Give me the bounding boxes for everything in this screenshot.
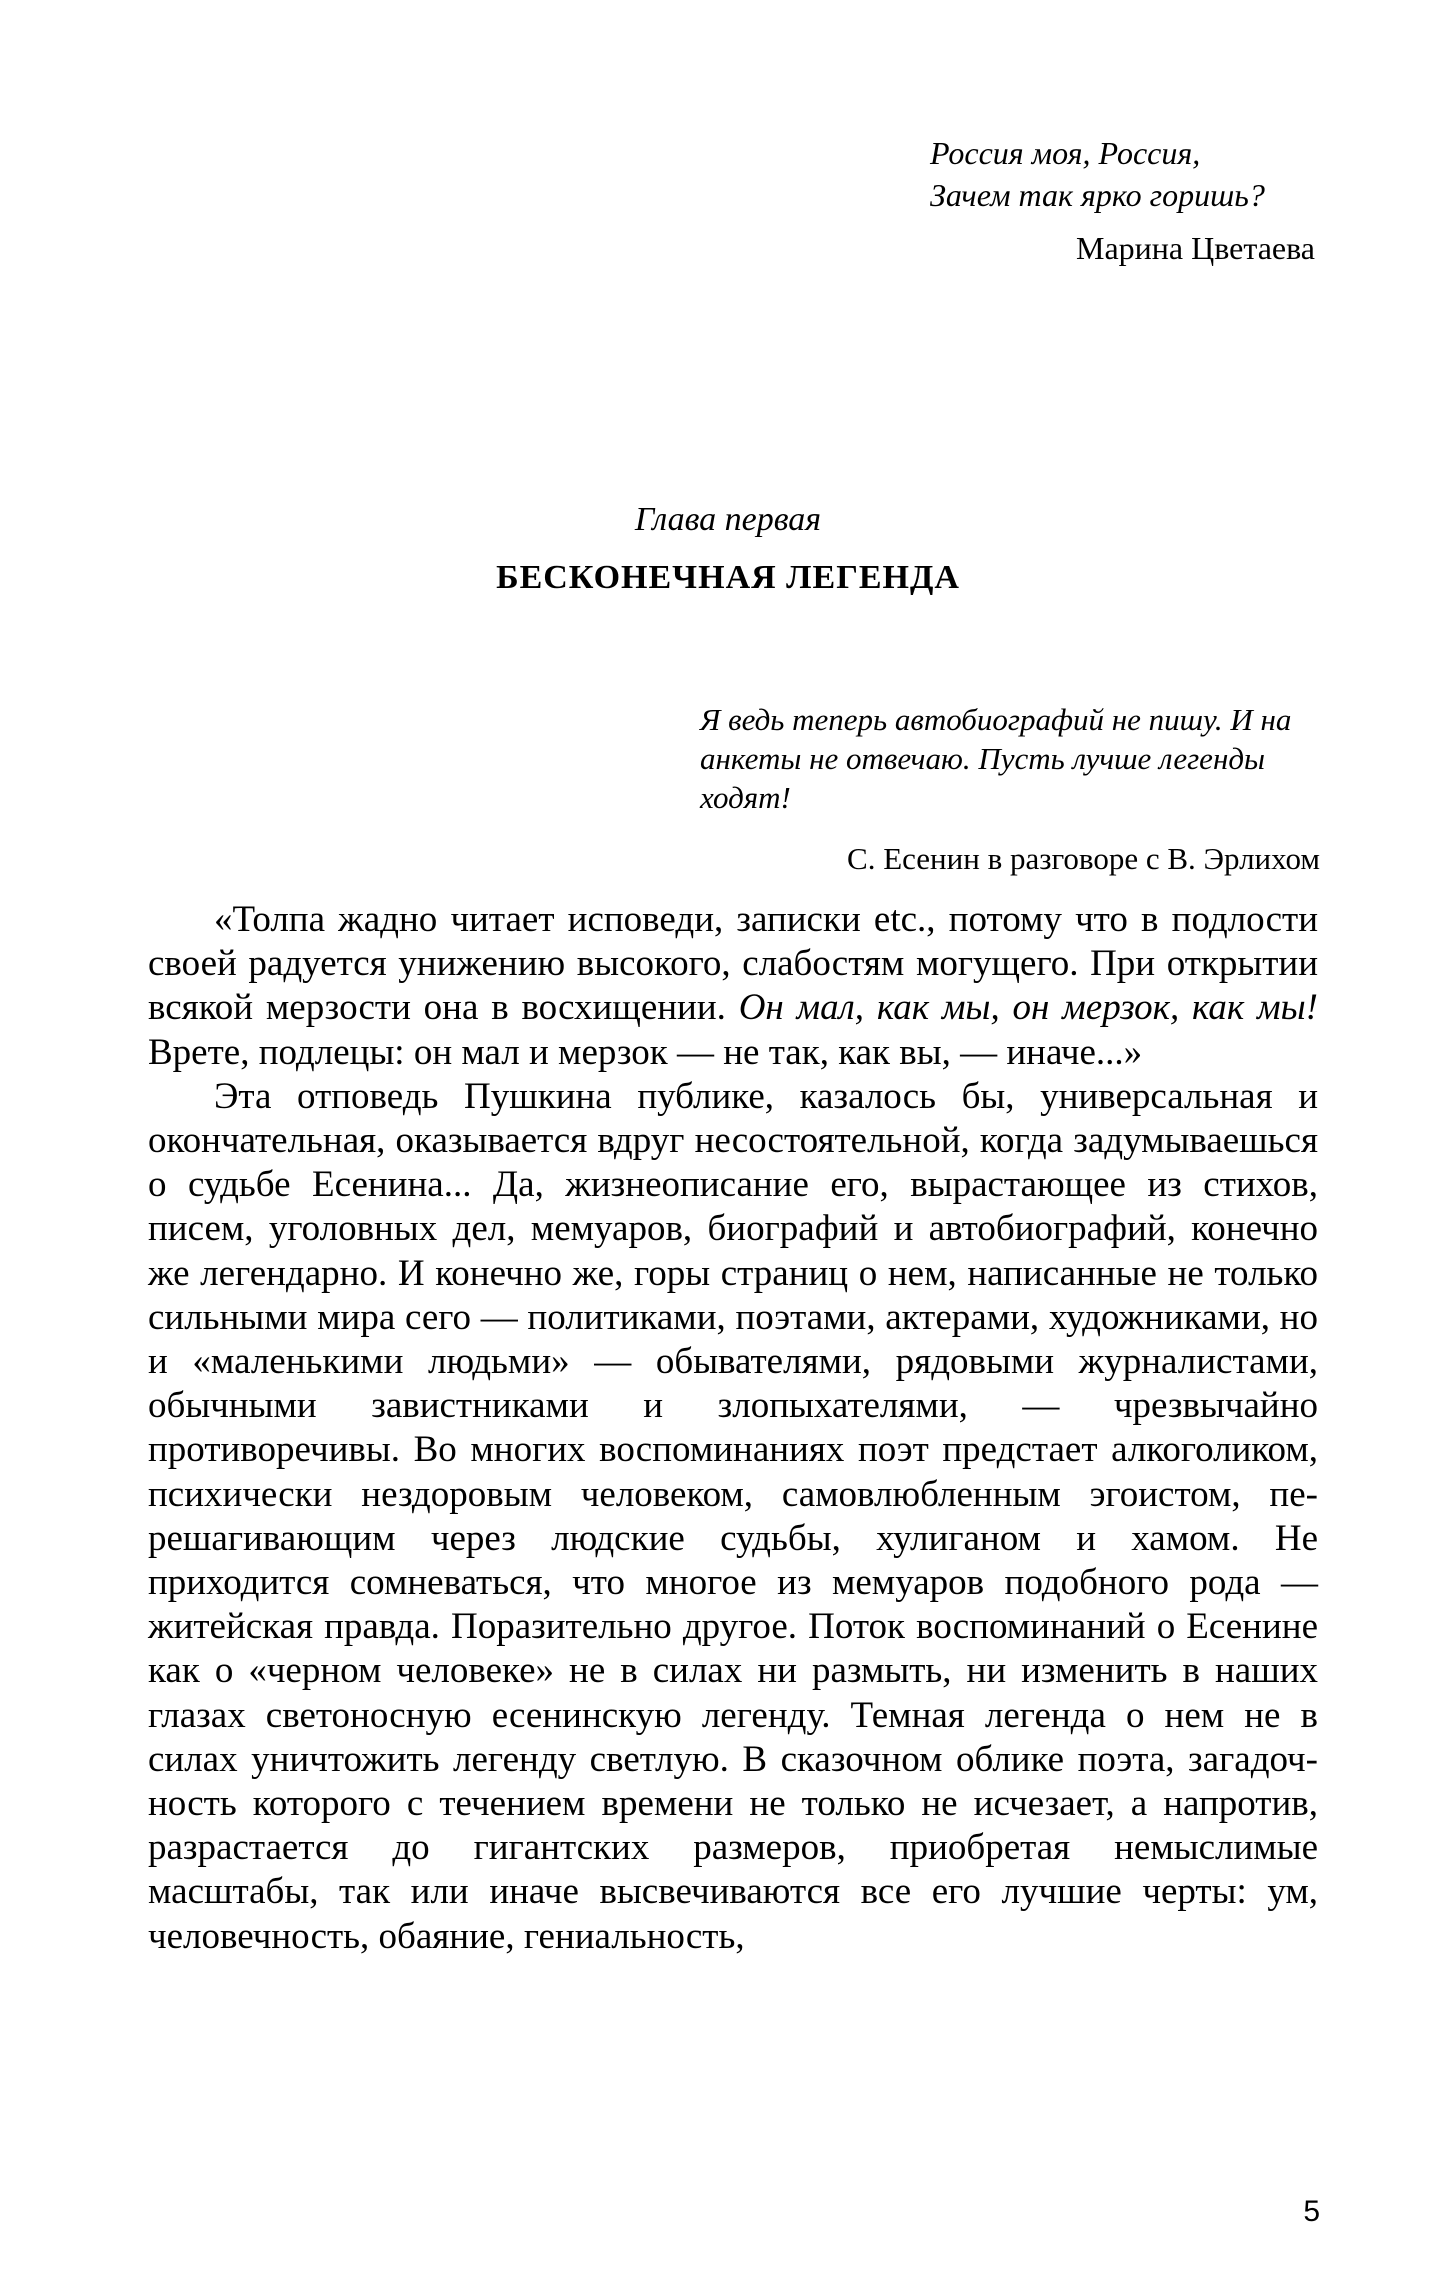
epigraph-quote: Я ведь теперь автобиографий не пишу. И на анкеты не отвечаю. Пусть лучше легенды ходят! (700, 702, 1292, 815)
paragraph-2: Эта отповедь Пушкина публике, казалось бы, универсальная и окончательная, оказывается вдруг несостоятельной, когда задумываешься о судьбе Есенина... Да, жизнеописание его, вырастающее из стихов, писем, уголовных дел, мемуаров, биографий и автобиографий, конечно же легендарно. И конечно же, горы страниц о нем, написанные не только сильными мира сего — политиками, поэтами, актерами, художниками, но и «маленькими людьми» — обывателями, рядовыми журналистами, обычными завистниками и злопыхателями, — чрезвычайно противоречивы. Во многих воспоминаниях поэт предстает алкоголиком, психически нездоровым человеком, самовлюбленным эгоистом, перешагивающим через людские судьбы, хулиганом и хамом. Не приходится сомневаться, что многое из мемуаров подобного рода — житейская правда. Поразительно другое. Поток воспоминаний о Есенине как о «черном человеке» не в силах ни размыть, ни изменить в наших глазах светоносную есенинскую легенду. Темная легенда о нем не в силах уничтожить легенду светлую. В сказочном облике поэта, загадочность которого с течением времени не только не исчезает, а напротив, разрастается до гигантских размеров, приобретая немыслимые масштабы, так или иначе высвечиваются все его лучшие черты: ум, человечность, обаяние, гениальность, (148, 1075, 1318, 1957)
epigraph-yesenin (700, 700, 1320, 879)
paragraph-1-italic: Он мал, как мы, он мерзок, как мы! (738, 987, 1319, 1029)
epigraph-line-1: Россия моя, Россия, (930, 135, 1201, 171)
epigraph-line-2: Зачем так ярко горишь? (930, 177, 1265, 213)
body-text (148, 898, 1318, 1959)
page-number: 5 (1303, 2195, 1320, 2228)
chapter-label: Глава первая (634, 501, 822, 538)
epigraph-author: Марина Цветаева (1075, 230, 1315, 266)
epigraph-quote-author: С. Есенин в разговоре с В. Эрлихом (847, 841, 1320, 876)
paragraph-1-end: Врете, подлецы: он мал и мерзок — не так, как вы, — иначе...» (148, 1031, 1143, 1073)
paragraph-pushkin-quote (148, 898, 1318, 1075)
paragraph-1-start: «Толпа жадно читает исповеди, записки etc., потому что в подлости своей радуется унижению высокого, слабостям могущего. При открытии всякой мерзости она в восхищении. (148, 899, 1318, 1029)
epigraph-tsvetaeva (930, 132, 1330, 270)
chapter-title: БЕСКОНЕЧНАЯ ЛЕГЕНДА (496, 559, 960, 596)
